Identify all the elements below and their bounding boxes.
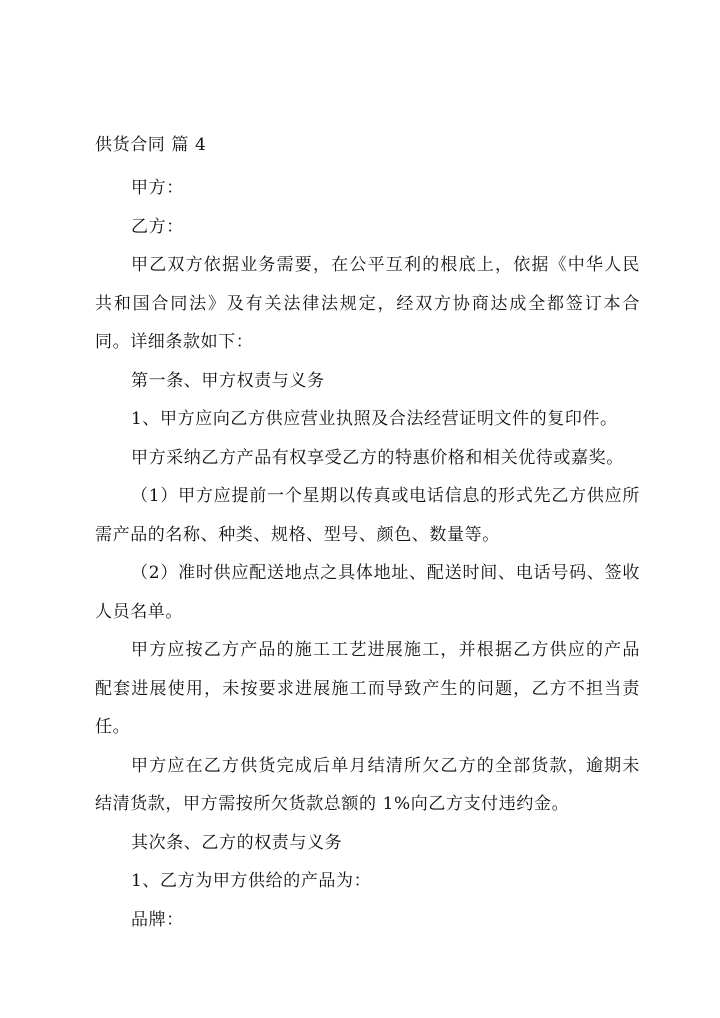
document-title: 供货合同 篇 4: [95, 135, 207, 155]
article-1-item-2: （2）准时供应配送地点之具体地址、配送时间、电话号码、签收人员名单。: [95, 563, 640, 622]
article-1-clause-payment: 甲方应在乙方供货完成后单月结清所欠乙方的全部货款，逾期未结清货款，甲方需按所欠货款总额的 1%向乙方支付违约金。: [95, 755, 640, 814]
preamble-paragraph: 甲乙双方依据业务需要，在公平互利的根底上，依据《中华人民共和国合同法》及有关法律法规定，经双方协商达成全都签订本合同。详细条款如下：: [95, 255, 640, 352]
article-1-clause-1: 1、甲方应向乙方供应营业执照及合法经营证明文件的复印件。: [131, 409, 618, 429]
article-1-clause-construction: 甲方应按乙方产品的施工工艺进展施工，并根据乙方供应的产品配套进展使用，未按要求进展施工而导致产生的问题，乙方不担当责任。: [95, 640, 640, 737]
article-1-item-1: （1）甲方应提前一个星期以传真或电话信息的形式先乙方供应所需产品的名称、种类、规格、型号、颜色、数量等。: [95, 486, 640, 545]
article-2-heading: 其次条、乙方的权责与义务: [131, 832, 343, 853]
party-b-line: 乙方：: [131, 216, 184, 237]
article-1-heading: 第一条、甲方权责与义务: [131, 370, 325, 391]
brand-line: 品牌：: [131, 909, 184, 930]
party-a-line: 甲方：: [131, 178, 184, 198]
article-1-clause-discount: 甲方采纳乙方产品有权享受乙方的特惠价格和相关优待或嘉奖。: [131, 447, 624, 468]
document-body: [95, 131, 640, 939]
article-2-clause-1: 1、乙方为甲方供给的产品为：: [131, 871, 372, 891]
